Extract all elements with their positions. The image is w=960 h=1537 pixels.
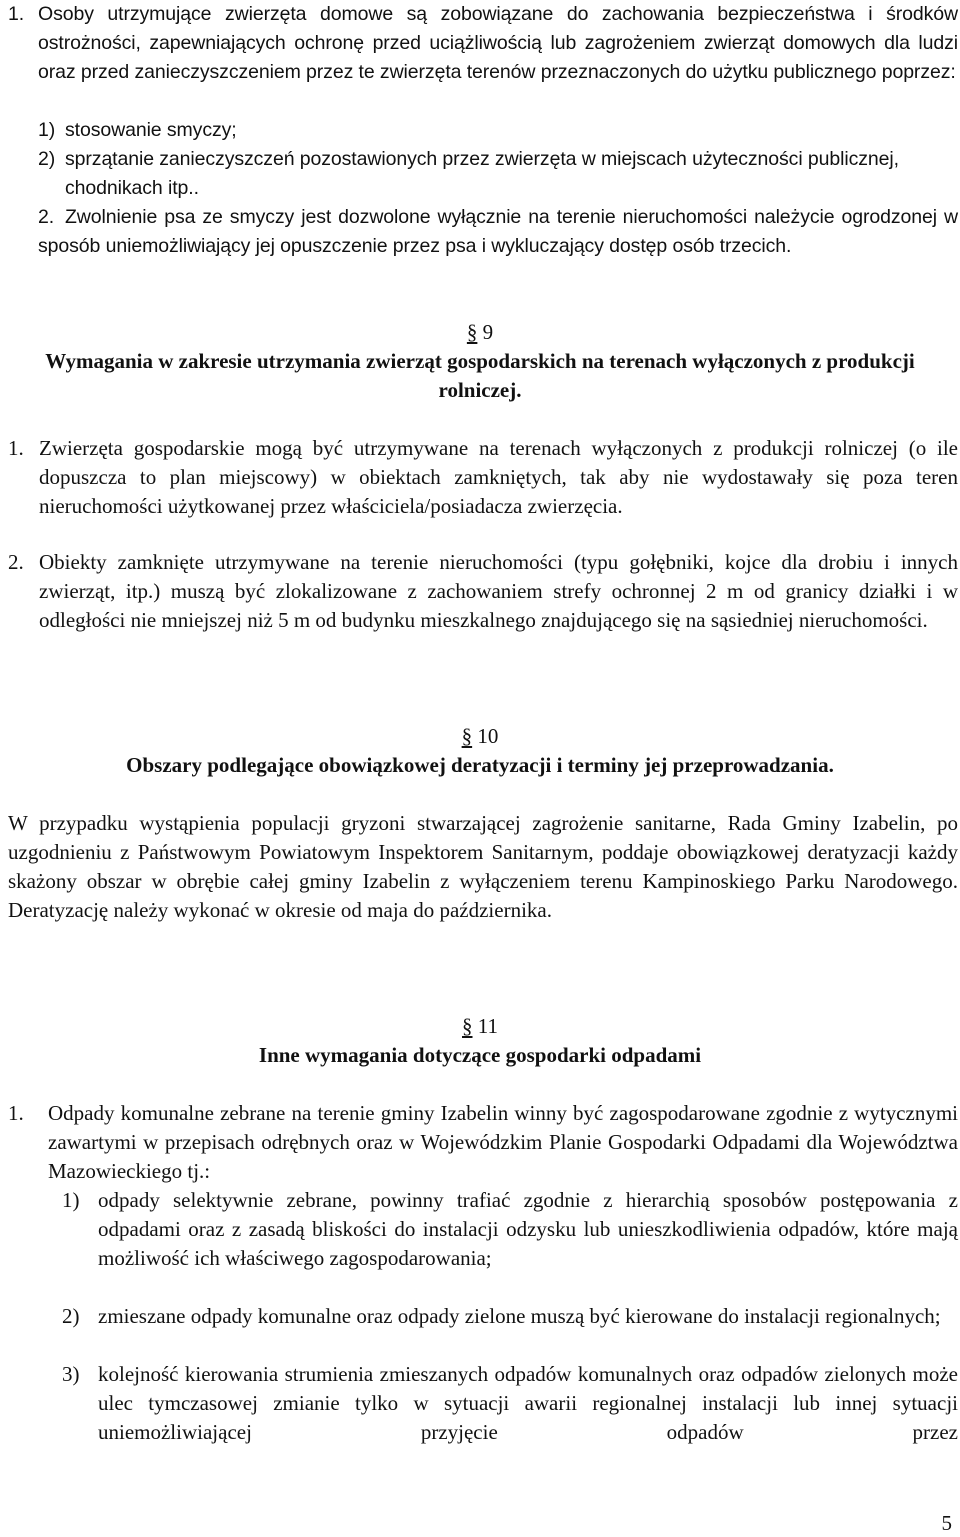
item-2-text: Obiekty zamknięte utrzymywane na terenie nieruchomości (typu gołębniki, kojce dla drobiu i innych zwierząt, itp.) muszą być zlokalizowane z zachowaniem strefy ochronnej 2 m od granicy działki i w odległości nie mniejszej niż 5 m od budynku mieszkalnego znajdującego się na sąsiedniej nieruchomości. — [39, 550, 958, 632]
section-11-item-1 — [8, 1099, 958, 1186]
sub-3-text: kolejność kierowania strumienia zmieszanych odpadów komunalnych oraz odpadów zielonych może ulec tymczasowej zmianie tylko w sytuacji awarii regionalnej instalacji lub innej sytuacji uniemożliwiającej przyjęcie odpadów przez — [98, 1362, 958, 1444]
page-number: 5 — [941, 1511, 952, 1535]
section-10-number: § 10 — [461, 724, 499, 748]
sub-2-number: 2) — [38, 148, 56, 170]
item-1-text: Zwierzęta gospodarskie mogą być utrzymywane na terenach wyłączonych z produkcji rolniczej (o ile dopuszcza to plan miejscowy) w obiektach zamkniętych, tak aby nie wydostawały się poza teren nieruchomości użytkowanej przez właściciela/posiadacza zwierzęcia. — [39, 436, 958, 518]
paragraph-1-number: 1. — [8, 3, 25, 25]
section-sign: § — [461, 724, 473, 748]
item-1-number: 1. — [8, 1101, 24, 1125]
section-9-item-2 — [8, 548, 958, 635]
sub-2-number: 2) — [62, 1304, 80, 1328]
item-1-number: 1. — [8, 436, 24, 460]
section-10-title: Obszary podlegające obowiązkowej deratyzacji i terminy jej przeprowadzania. — [126, 753, 834, 777]
paragraph-1-sub-2 — [38, 145, 958, 203]
sub-1-number: 1) — [62, 1188, 80, 1212]
paragraph-1 — [8, 0, 958, 87]
item-2-number: 2. — [8, 550, 24, 574]
section-10-text: W przypadku wystąpienia populacji gryzoni stwarzającej zagrożenie sanitarne, Rada Gminy Izabelin, po uzgodnieniu z Państwowym Powiatowym Inspektorem Sanitarnym, poddaje obowiązkowej deratyzacji każdy skażony obszar w obrębie całej gminy Izabelin z wyłączeniem terenu Kampinoskiego Parku Narodowego. Deratyzację należy wykonać w okresie od maja do października. — [8, 811, 958, 922]
section-sign: § — [466, 320, 478, 344]
section-11-title: Inne wymagania dotyczące gospodarki odpadami — [258, 1043, 702, 1067]
section-9-title: Wymagania w zakresie utrzymania zwierząt gospodarskich na terenach wyłączonych z produkcji rolniczej. — [45, 349, 915, 402]
section-11-sub-1 — [62, 1186, 958, 1273]
paragraph-2-text: Zwolnienie psa ze smyczy jest dozwolone wyłącznie na terenie nieruchomości należycie ogrodzonej w sposób uniemożliwiający jej opuszczenie przez psa i wykluczający dostęp osób trzecich. — [38, 206, 958, 257]
paragraph-2-number: 2. — [38, 206, 55, 228]
item-1-text: Odpady komunalne zebrane na terenie gminy Izabelin winny być zagospodarowane zgodnie z wytycznymi zawartymi w przepisach odrębnych oraz w Wojewódzkim Planie Gospodarki Odpadami dla Województwa Mazowieckiego tj.: — [48, 1101, 958, 1183]
sub-1-number: 1) — [38, 119, 56, 141]
paragraph-1-text: Osoby utrzymujące zwierzęta domowe są zobowiązane do zachowania bezpieczeństwa i środków ostrożności, zapewniających ochronę przed uciążliwością lub zagrożeniem zwierząt domowych dla ludzi oraz przed zanieczyszczeniem przez te zwierzęta terenów przeznaczonych do użytku publicznego poprzez: — [38, 3, 958, 83]
paragraph-2 — [38, 203, 958, 261]
paragraph-1-sub-1 — [38, 116, 958, 145]
section-10-text-block — [8, 809, 958, 925]
section-11-sub-2 — [62, 1302, 958, 1331]
section-9-item-1 — [8, 434, 958, 521]
section-11-sub-3 — [62, 1360, 958, 1447]
sub-2-text: sprzątanie zanieczyszczeń pozostawionych przez zwierzęta w miejscach użyteczności publicznej, chodnikach itp.. — [65, 148, 899, 199]
section-11-number: § 11 — [462, 1014, 498, 1038]
section-sign: § — [462, 1014, 473, 1038]
sub-3-number: 3) — [62, 1362, 80, 1386]
sub-2-text: zmieszane odpady komunalne oraz odpady zielone muszą być kierowane do instalacji regionalnych; — [98, 1304, 941, 1328]
sub-1-text: odpady selektywnie zebrane, powinny trafiać zgodnie z hierarchią sposobów postępowania z odpadami oraz z zasadą bliskości do instalacji odzysku lub unieszkodliwienia odpadów, które mają możliwość ich właściwego zagospodarowania; — [98, 1188, 958, 1270]
section-9-number: § 9 — [466, 320, 494, 344]
sub-1-text: stosowanie smyczy; — [65, 119, 237, 141]
